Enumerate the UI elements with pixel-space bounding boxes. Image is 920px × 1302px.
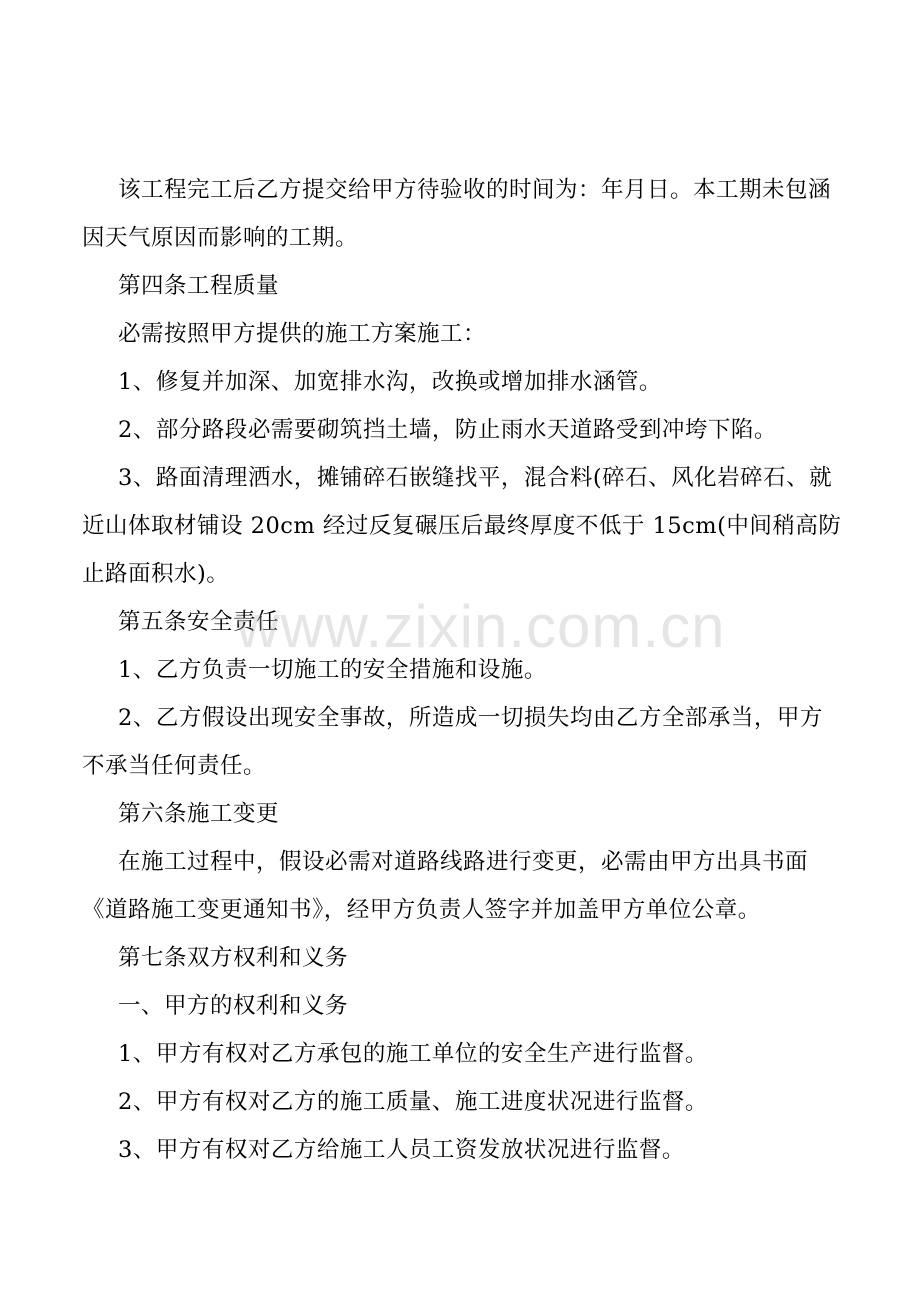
list-item-quality-2: 2、部分路段必需要砌筑挡土墙，防止雨水天道路受到冲垮下陷。	[118, 417, 777, 443]
paragraph-construction-plan: 必需按照甲方提供的施工方案施工：	[118, 321, 487, 347]
list-item-quality-1: 1、修复并加深、加宽排水沟，改换或增加排水涵管。	[118, 369, 662, 395]
list-item-safety-2: 2、乙方假设出现安全事故，所造成一切损失均由乙方全部承当，甲方不承当任何责任。	[82, 705, 823, 779]
list-item-rights-3: 3、甲方有权对乙方给施工人员工资发放状况进行监督。	[118, 1137, 685, 1163]
heading-article-7-rights: 第七条双方权利和义务	[118, 945, 349, 971]
watermark: www.zixin.com.cn	[236, 593, 726, 660]
list-item-rights-2: 2、甲方有权对乙方的施工质量、施工进度状况进行监督。	[118, 1089, 708, 1115]
document-body	[82, 166, 842, 1174]
subheading-party-a-rights: 一、甲方的权利和义务	[118, 993, 349, 1019]
list-item-rights-1: 1、甲方有权对乙方承包的施工单位的安全生产进行监督。	[118, 1041, 708, 1067]
paragraph-change-procedure: 在施工过程中，假设必需对道路线路进行变更，必需由甲方出具书面《道路施工变更通知书》，经甲方负责人签字并加盖甲方单位公章。	[82, 849, 809, 923]
heading-article-4-quality: 第四条工程质量	[118, 273, 280, 299]
paragraph-completion-time: 该工程完工后乙方提交给甲方待验收的时间为：年月日。本工期未包涵因天气原因而影响的工期。	[82, 177, 832, 251]
list-item-quality-3: 3、路面清理洒水，摊铺碎石嵌缝找平，混合料(碎石、风化岩碎石、就近山体取材铺设 20cm 经过反复碾压后最终厚度不低于 15cm(中间稍高防止路面积水)。	[82, 465, 842, 587]
heading-article-6-changes: 第六条施工变更	[118, 801, 280, 827]
heading-article-5-safety: 第五条安全责任	[118, 609, 280, 635]
list-item-safety-1: 1、乙方负责一切施工的安全措施和设施。	[118, 657, 547, 683]
